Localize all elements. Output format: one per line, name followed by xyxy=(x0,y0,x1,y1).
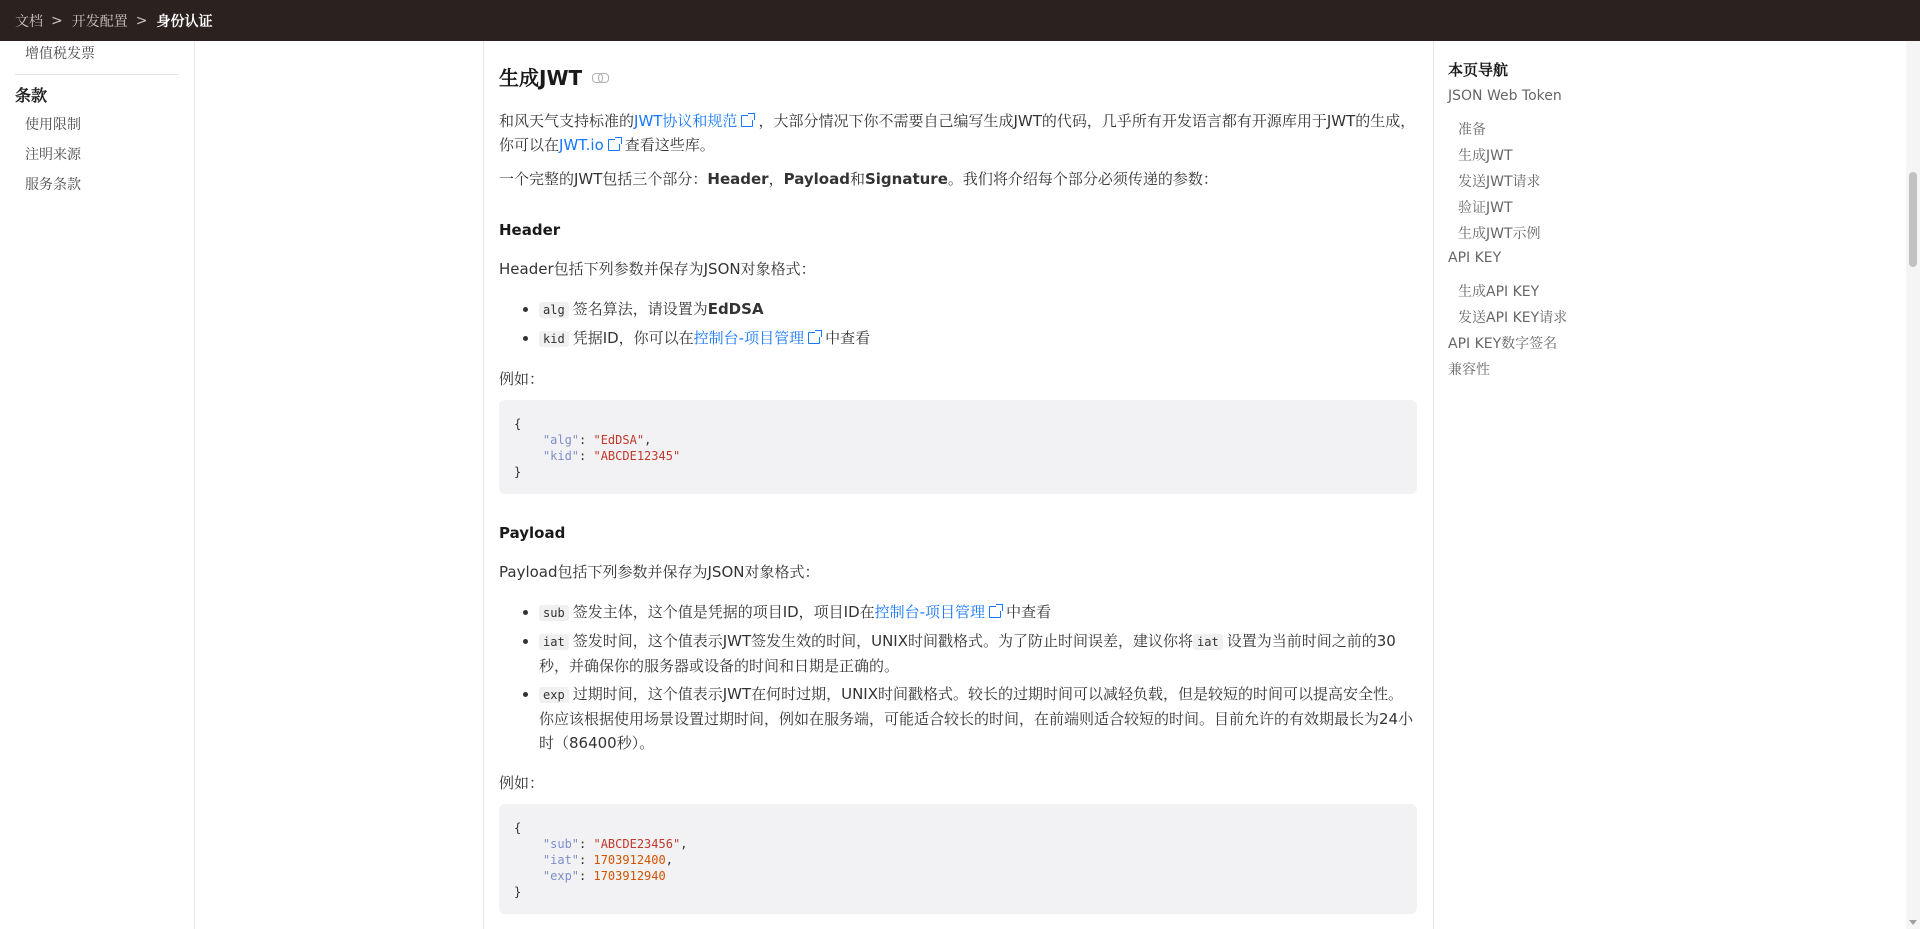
code-string: "ABCDE12345" xyxy=(593,449,681,463)
example-label: 例如： xyxy=(499,774,545,792)
header-params-list xyxy=(499,297,1417,355)
list-item xyxy=(539,682,1417,755)
toc-item-send-api-key-request[interactable]: 发送API KEY请求 xyxy=(1458,310,1568,326)
breadcrumb-separator: > xyxy=(51,12,63,29)
main-content xyxy=(483,41,1434,929)
param-desc: 中查看 xyxy=(825,329,871,347)
sidebar-item-usage-limits[interactable]: 使用限制 xyxy=(25,117,81,133)
code-line: "kid": "ABCDE12345" xyxy=(542,449,681,463)
code-brace: { xyxy=(514,417,522,431)
code-brace: } xyxy=(514,885,522,899)
param-desc: 凭据ID，你可以在 xyxy=(572,329,694,347)
section-title-generate-jwt xyxy=(499,66,610,90)
scroll-down-arrow-icon[interactable] xyxy=(1909,920,1917,925)
param-code-kid: kid xyxy=(539,331,569,347)
list-item xyxy=(539,297,1417,322)
header-description: Header包括下列参数并保存为JSON对象格式： xyxy=(499,260,816,278)
code-line xyxy=(514,884,1402,900)
param-desc: 签发时间，这个值表示JWT签发生效的时间，UNIX时间戳格式。为了防止时间误差，建议你将 xyxy=(572,632,1194,650)
intro-text: 查看这些库。 xyxy=(624,136,715,154)
toc-item-api-key[interactable]: API KEY xyxy=(1448,250,1502,266)
toc-item-generate-jwt[interactable]: 生成JWT xyxy=(1458,148,1513,164)
code-string: "ABCDE23456" xyxy=(593,837,681,851)
intro-paragraph xyxy=(499,109,1417,157)
param-desc: 中查看 xyxy=(1006,603,1052,621)
param-code-iat: iat xyxy=(539,634,569,650)
payload-code-block xyxy=(499,804,1417,914)
jwt-part-header: Header xyxy=(707,170,769,188)
console-project-link[interactable] xyxy=(875,603,1006,621)
param-code-iat-inline: iat xyxy=(1193,634,1223,650)
list-item xyxy=(539,326,1417,351)
list-item xyxy=(539,629,1417,678)
external-link-icon xyxy=(608,139,620,151)
payload-params-list xyxy=(499,600,1417,759)
code-key: "exp" xyxy=(542,869,580,883)
breadcrumb-docs[interactable]: 文档 xyxy=(15,13,43,30)
param-code-alg: alg xyxy=(539,302,569,318)
param-desc: 过期时间，这个值表示JWT在何时过期，UNIX时间戳格式。较长的过期时间可以减轻负载，但是较短的时间可以提高安全性。你应该根据使用场景设置过期时间，例如在服务端，可能适合较长的时间，在前端则适合较短的时间。目前允许的有效期最长为24小时（86400秒）。 xyxy=(539,685,1414,752)
section-title-text: 生成JWT xyxy=(499,66,583,90)
code-number: 1703912400 xyxy=(593,853,666,867)
breadcrumb-current: 身份认证 xyxy=(156,13,213,30)
external-link-icon xyxy=(989,606,1001,618)
external-link-icon xyxy=(741,115,753,127)
payload-heading: Payload xyxy=(499,524,566,542)
sidebar-item-vat-invoice[interactable]: 增值税发票 xyxy=(25,46,95,62)
breadcrumb-dev-config[interactable]: 开发配置 xyxy=(71,13,128,30)
header-code-block xyxy=(499,400,1417,494)
jwt-parts-text: ， xyxy=(768,170,784,188)
code-line: "exp": 1703912940 xyxy=(542,869,666,883)
console-project-link-text[interactable]: 控制台-项目管理 xyxy=(693,329,805,347)
header-heading: Header xyxy=(499,221,561,239)
code-line xyxy=(514,416,1402,432)
anchor-link-icon[interactable] xyxy=(592,73,610,83)
scrollbar-thumb[interactable] xyxy=(1909,172,1917,267)
toc-item-prepare[interactable]: 准备 xyxy=(1458,122,1486,138)
param-value: EdDSA xyxy=(707,300,764,318)
code-line xyxy=(514,464,1402,480)
code-line: "alg": "EdDSA", xyxy=(542,433,652,447)
page-scrollbar[interactable] xyxy=(1906,41,1920,929)
jwt-part-payload: Payload xyxy=(783,170,850,188)
intro-text: 和风天气支持标准的 xyxy=(499,112,635,130)
external-link-icon xyxy=(808,332,820,344)
breadcrumb xyxy=(0,11,212,31)
breadcrumb-separator: > xyxy=(135,12,148,29)
jwt-spec-link[interactable] xyxy=(634,112,758,130)
sidebar-item-attribution[interactable]: 注明来源 xyxy=(25,147,81,163)
jwt-parts-paragraph xyxy=(499,167,1417,191)
sidebar-item-terms-of-service[interactable]: 服务条款 xyxy=(25,177,81,193)
toc-item-generate-api-key[interactable]: 生成API KEY xyxy=(1458,284,1540,300)
toc-item-json-web-token[interactable]: JSON Web Token xyxy=(1448,88,1562,104)
code-key: "sub" xyxy=(542,837,580,851)
toc-title: 本页导航 xyxy=(1448,61,1509,79)
jwt-parts-text: 。我们将介绍每个部分必须传递的参数： xyxy=(947,170,1218,188)
sidebar-divider xyxy=(15,74,179,75)
param-code-exp: exp xyxy=(539,687,569,703)
param-desc: 签发主体，这个值是凭据的项目ID，项目ID在 xyxy=(572,603,875,621)
console-project-link-text[interactable]: 控制台-项目管理 xyxy=(874,603,986,621)
jwt-parts-text: 和 xyxy=(849,170,865,188)
payload-description: Payload包括下列参数并保存为JSON对象格式： xyxy=(499,563,820,581)
toc-item-verify-jwt[interactable]: 验证JWT xyxy=(1458,200,1513,216)
code-key: "iat" xyxy=(542,853,580,867)
intro-text: ，大部分情况下你不需要自己编写生成JWT的代码，几乎所有开发语言都有开源库用于JWT的生成，你可以在 xyxy=(499,112,1416,154)
code-number: 1703912940 xyxy=(593,869,666,883)
code-key: "kid" xyxy=(542,449,580,463)
jwt-io-link[interactable] xyxy=(559,136,625,154)
code-string: "EdDSA" xyxy=(593,433,645,447)
jwt-spec-link-text[interactable]: JWT协议和规范 xyxy=(634,112,738,130)
toc-item-send-jwt-request[interactable]: 发送JWT请求 xyxy=(1458,174,1541,190)
example-label: 例如： xyxy=(499,370,545,388)
jwt-part-signature: Signature xyxy=(864,170,948,188)
console-project-link[interactable] xyxy=(694,329,825,347)
param-desc: 设置为当前时间之前的30秒，并确保你的服务器或设备的时间和日期是正确的。 xyxy=(539,632,1396,675)
code-line xyxy=(514,820,1402,836)
code-line: "sub": "ABCDE23456", xyxy=(542,837,688,851)
jwt-io-link-text[interactable]: JWT.io xyxy=(559,136,604,154)
left-sidebar xyxy=(0,41,195,929)
sidebar-section-terms: 条款 xyxy=(15,86,48,105)
code-key: "alg" xyxy=(542,433,580,447)
code-brace: { xyxy=(514,821,522,835)
toc-item-api-key-signature[interactable]: API KEY数字签名 xyxy=(1448,336,1558,352)
toc-item-jwt-example[interactable]: 生成JWT示例 xyxy=(1458,226,1541,242)
jwt-parts-text: 一个完整的JWT包括三个部分： xyxy=(499,170,708,188)
top-bar xyxy=(0,0,1920,41)
param-desc: 签名算法，请设置为 xyxy=(572,300,708,318)
code-brace: } xyxy=(514,465,522,479)
param-code-sub: sub xyxy=(539,605,569,621)
list-item xyxy=(539,600,1417,625)
code-line: "iat": 1703912400, xyxy=(542,853,673,867)
toc-item-compatibility[interactable]: 兼容性 xyxy=(1448,362,1490,378)
